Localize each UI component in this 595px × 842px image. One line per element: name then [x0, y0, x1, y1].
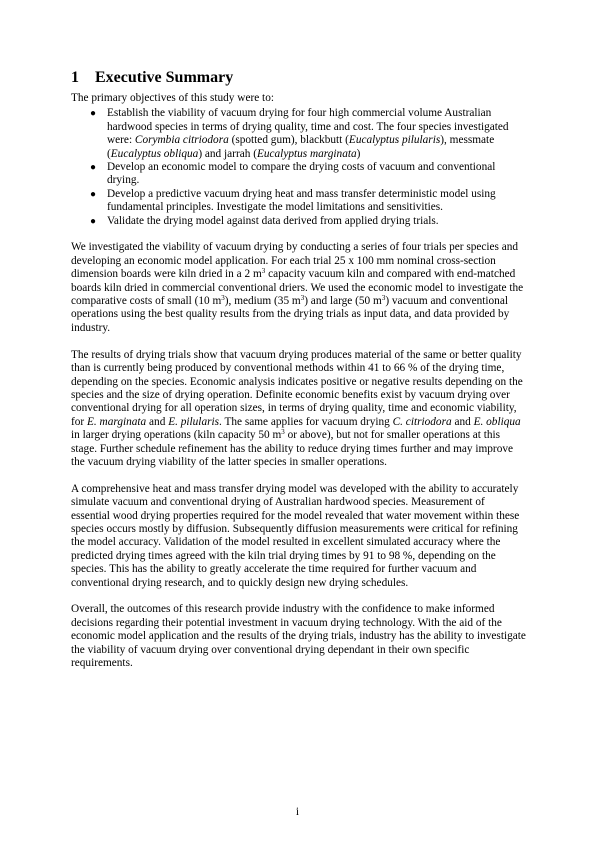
list-item — [90, 187, 526, 215]
text-run: Develop an economic model to compare the drying costs of vacuum and conventional drying. — [107, 161, 496, 187]
superscript: 3 — [261, 267, 266, 276]
text-run: Overall, the outcomes of this research provide industry with the confidence to make informed decisions regarding their potential investment in vacuum drying technology. With the aid of the economic model application and the results of the drying trials, industry has the ability to investigate the viability of vacuum drying over conventional drying dependant in their own specific requirements. — [71, 603, 526, 669]
list-item-text — [107, 188, 496, 213]
list-item — [90, 107, 526, 161]
text-run: (spotted gum), blackbutt ( — [228, 134, 349, 147]
paragraph-model — [71, 483, 526, 590]
superscript: 3 — [300, 294, 305, 303]
text-run: and — [146, 415, 169, 428]
list-item-text — [107, 161, 495, 186]
page-number: i — [295, 806, 300, 818]
list-item — [90, 161, 526, 188]
section-number: 1 — [71, 69, 79, 86]
paragraph-results — [71, 349, 526, 470]
italic-text: E. pilularis — [168, 415, 220, 428]
text-run: Establish the viability of vacuum drying for four high commercial volume Australian hardwood species in terms of drying quality, time and cost. The four species investigated were: — [107, 107, 509, 147]
text-run: ) vacuum and conventional operations using the best quality results from the drying trials as input data, and data provided by industry. — [71, 295, 510, 334]
superscript: 3 — [381, 294, 386, 303]
bullet-icon: ● — [90, 108, 97, 120]
text-run: and — [451, 415, 474, 428]
list-item-text — [107, 107, 509, 159]
italic-text: Corymbia citriodora — [134, 134, 229, 147]
text-run: Validate the drying model against data derived from applied drying trials. — [107, 214, 439, 227]
section-title: Executive Summary — [95, 69, 234, 86]
document-body — [71, 66, 526, 684]
italic-text: E. obliqua — [473, 415, 521, 428]
paragraph-methods — [71, 241, 526, 335]
intro-text: The primary objectives of this study were to: — [71, 92, 274, 104]
italic-text: Eucalyptus marginata — [256, 147, 357, 160]
text-run: ) — [356, 147, 361, 160]
objectives-list — [71, 107, 526, 228]
text-run: in larger drying operations (kiln capacity 50 m — [71, 429, 282, 442]
text-run: capacity vacuum kiln and compared with end-matched boards kiln dried in commercial conventional driers. We used the economic model to investigate the comparative costs of small (10 m — [71, 268, 524, 308]
text-run: . The same applies for vacuum drying — [219, 415, 393, 428]
text-run: ) and jarrah ( — [198, 147, 257, 160]
paragraph-conclusion — [71, 603, 526, 670]
text-run: ), medium (35 m — [224, 295, 301, 308]
text-run: or above), but not for smaller operations at this stage. Further schedule refinement has the ability to reduce drying times further and may improve the vacuum drying viability of the latter species in smaller operations. — [71, 429, 514, 468]
bullet-icon: ● — [90, 162, 97, 174]
text-run: ), messmate ( — [107, 134, 495, 160]
superscript: 3 — [281, 428, 285, 437]
text-run: A comprehensive heat and mass transfer drying model was developed with the ability to accurately simulate vacuum and conventional drying of Australian hardwood species. Measurement of essential wood drying properties required for the model revealed that water movement within these species occurs mostly by diffusion. Subsequently diffusion measurements were critical for refining the model accuracy. Validation of the model resulted in excellent simulated accuracy where the predicted drying times agreed with the kiln trial drying times by 91 to 98 %, depending on the species. This has the ability to greatly accelerate the time required for further vacuum and conventional drying research, and to quickly design new drying schedules. — [71, 482, 520, 589]
text-run: The results of drying trials show that vacuum drying produces material of the same or better quality than is currently being produced by conventional methods within 41 to 66 % of the drying time, depending on the species. Economic analysis indicates positive or negative results depending on the species and the size of drying operation. Definite economic benefits exist by vacuum drying over conventional drying for all operation sizes, in terms of drying quality, time and economic viability, for — [71, 348, 523, 428]
bullet-icon: ● — [90, 188, 97, 200]
list-item-text — [107, 215, 439, 227]
superscript: 3 — [221, 294, 225, 303]
italic-text: Eucalyptus obliqua — [110, 147, 199, 160]
list-item — [90, 214, 526, 228]
text-run: ) and large (50 m — [304, 295, 382, 308]
italic-text: C. citriodora — [392, 415, 452, 428]
text-run: Develop a predictive vacuum drying heat and mass transfer deterministic model using fundamental principles. Investigate the model limitations and sensitivities. — [107, 187, 496, 214]
section-heading — [71, 66, 526, 90]
text-run: We investigated the viability of vacuum drying by conducting a series of four trials per species and developing an economic model application. For each trial 25 x 100 mm nominal cross-section dimension boards were kiln dried in a 2 m — [71, 241, 519, 281]
italic-text: Eucalyptus pilularis — [348, 134, 441, 147]
bullet-icon: ● — [90, 215, 97, 227]
italic-text: E. marginata — [87, 415, 147, 428]
